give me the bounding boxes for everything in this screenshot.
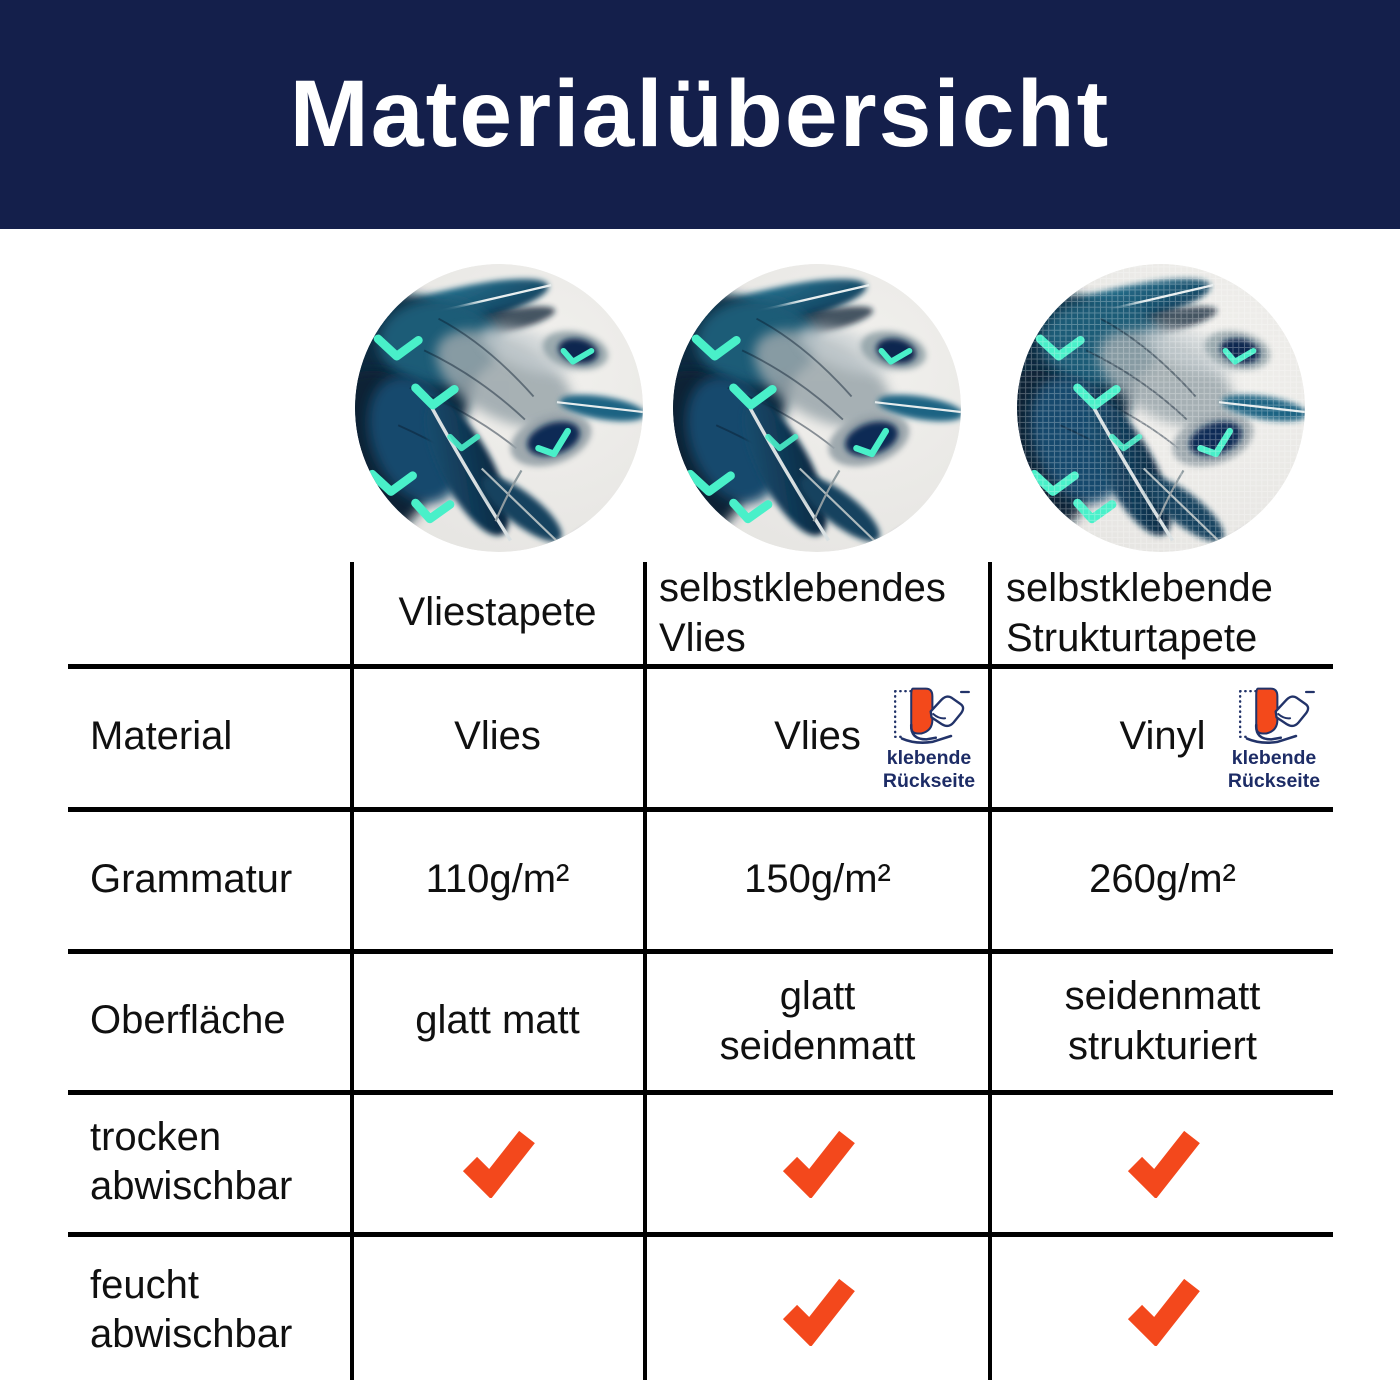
column-header-line: Strukturtapete <box>1006 615 1258 660</box>
cell-line: glatt <box>779 973 856 1018</box>
adhesive-badge-line1: klebende <box>886 746 972 769</box>
adhesive-badge-line1: klebende <box>1231 746 1317 769</box>
cell-grammatur-strukturtapete: 260g/m² <box>1089 856 1236 901</box>
cell-oberflaeche-vliestapete: glatt matt <box>415 998 580 1042</box>
row-label-line: trocken <box>90 1114 222 1159</box>
cell-material-selbstklebendes-vlies <box>647 667 988 806</box>
cell-feucht-strukturtapete <box>992 1237 1333 1383</box>
cell-material-vliestapete: Vlies <box>454 714 541 758</box>
cell-feucht-vliestapete <box>352 1237 643 1383</box>
row-label-line: abwischbar <box>90 1312 293 1356</box>
column-header-line: selbstklebende <box>1006 565 1273 610</box>
page-title: Materialübersicht <box>289 61 1111 167</box>
cell-grammatur-vliestapete: 110g/m² <box>425 856 570 901</box>
cell-trocken-selbstklebendes-vlies <box>647 1093 988 1230</box>
adhesive-backing-badge <box>1220 681 1328 793</box>
checkmark-icon <box>1124 1274 1202 1346</box>
cell-trocken-vliestapete <box>352 1093 643 1230</box>
row-label-trocken-abwischbar <box>90 1093 346 1230</box>
row-label-grammatur: Grammatur <box>90 856 293 901</box>
column-header-line: selbstklebendes <box>659 565 946 610</box>
row-label-line: abwischbar <box>90 1163 293 1208</box>
cell-grammatur-selbstklebendes-vlies: 150g/m² <box>744 856 891 901</box>
cell-oberflaeche-strukturtapete <box>992 952 1333 1089</box>
row-label-material: Material <box>90 714 233 758</box>
product-photo-vliestapete <box>355 264 643 552</box>
cell-line: seidenmatt <box>1064 973 1261 1018</box>
cell-text: Vlies <box>774 714 861 758</box>
row-label-oberflaeche: Oberfläche <box>90 998 286 1042</box>
peacock-feathers-photo-textured-icon <box>1017 264 1305 552</box>
checkmark-icon <box>779 1126 857 1198</box>
checkmark-icon <box>1124 1126 1202 1198</box>
cell-text: Vinyl <box>1119 714 1206 758</box>
product-photo-selbstklebendes-vlies <box>673 264 961 552</box>
cell-feucht-selbstklebendes-vlies <box>647 1237 988 1383</box>
adhesive-badge-line2: Rückseite <box>882 769 976 792</box>
column-header-selbstklebendes-vlies <box>659 560 989 665</box>
row-label-line: feucht <box>90 1263 199 1307</box>
cell-trocken-strukturtapete <box>992 1093 1333 1230</box>
peacock-feathers-photo-icon <box>355 264 643 552</box>
checkmark-icon <box>459 1126 537 1198</box>
row-label-feucht-abwischbar <box>90 1237 346 1383</box>
adhesive-backing-peel-icon <box>881 681 977 747</box>
cell-line: strukturiert <box>1068 1023 1257 1068</box>
column-header-strukturtapete <box>1006 560 1333 665</box>
cell-oberflaeche-selbstklebendes-vlies <box>647 952 988 1089</box>
column-header-line: Vlies <box>659 615 746 660</box>
adhesive-badge-line2: Rückseite <box>1227 769 1321 792</box>
cell-material-strukturtapete <box>992 667 1333 806</box>
column-header-vliestapete: Vliestapete <box>398 590 597 634</box>
header-banner <box>0 0 1400 229</box>
product-photo-strukturtapete <box>1017 264 1305 552</box>
adhesive-backing-peel-icon <box>1226 681 1322 747</box>
checkmark-icon <box>779 1274 857 1346</box>
adhesive-backing-badge <box>875 681 983 793</box>
cell-line: seidenmatt <box>719 1023 916 1068</box>
peacock-feathers-photo-icon <box>673 264 961 552</box>
